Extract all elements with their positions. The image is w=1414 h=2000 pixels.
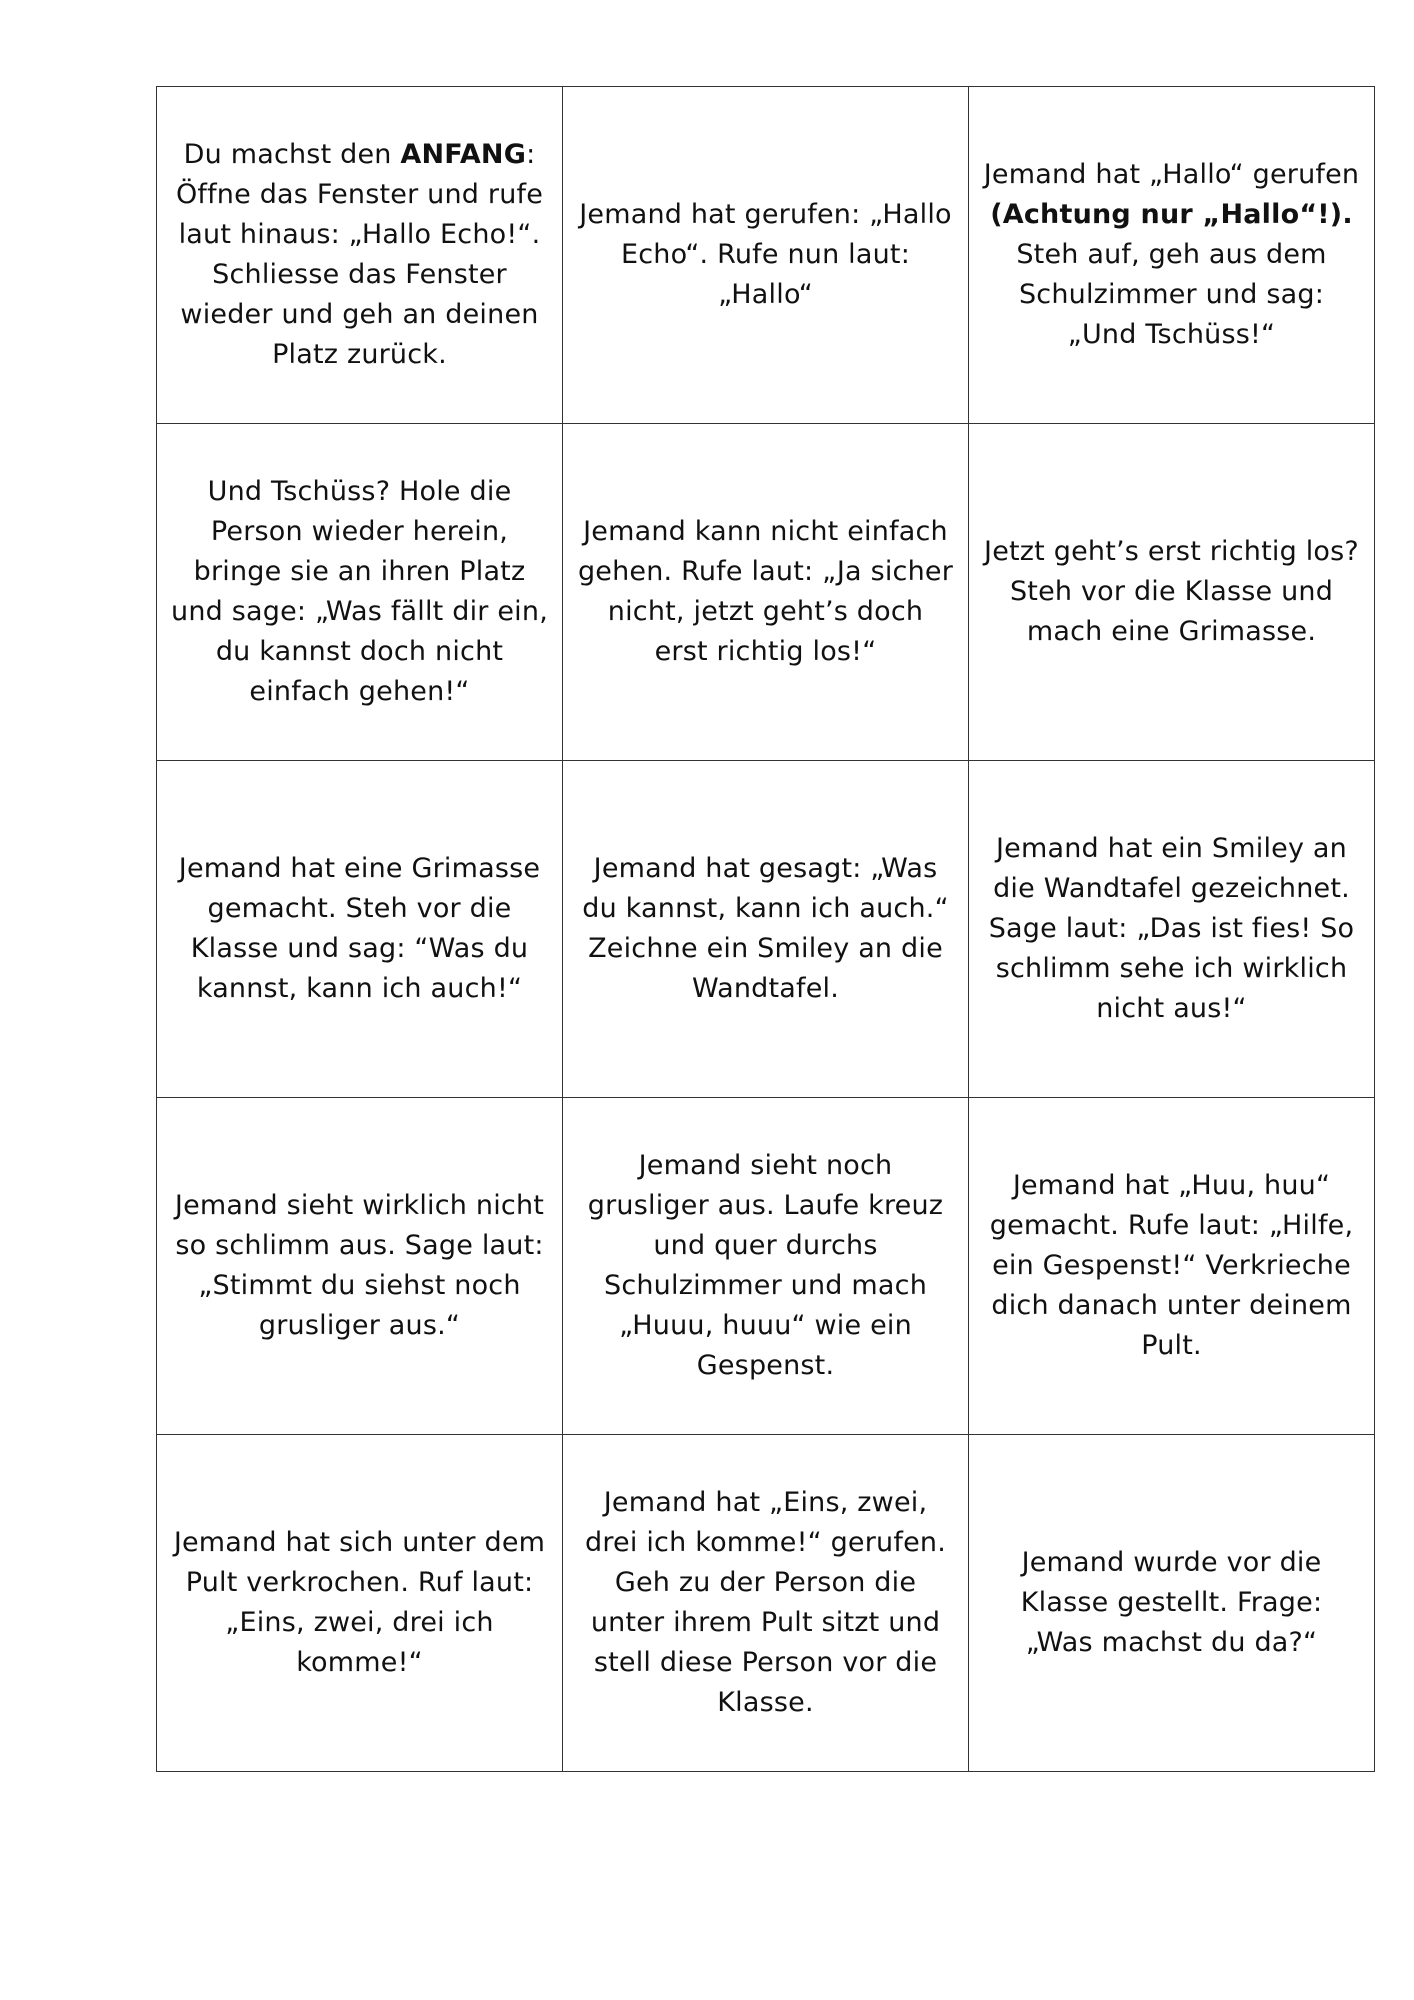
card-text-bold: ANFANG bbox=[400, 139, 527, 170]
card-1-2 bbox=[563, 87, 969, 424]
card-text: Jemand hat gesagt: „Was du kannst, kann ich auch.“ Zeichne ein Smiley an die Wandtafel. bbox=[582, 853, 949, 1004]
card-text-bold: (Achtung nur „Hallo“!). bbox=[990, 199, 1353, 230]
card-row-5 bbox=[157, 1435, 1375, 1772]
card-text: Jemand hat sich unter dem Pult verkrochen. Ruf laut: „Eins, zwei, drei ich komme!“ bbox=[173, 1527, 546, 1678]
card-5-3 bbox=[969, 1435, 1375, 1772]
card-2-3 bbox=[969, 424, 1375, 761]
card-grid bbox=[156, 86, 1375, 1772]
card-3-1 bbox=[157, 761, 563, 1098]
card-text: Jemand hat ein Smiley an die Wandtafel gezeichnet. Sage laut: „Das ist fies! So schlimm sehe ich wirklich nicht aus!“ bbox=[988, 833, 1355, 1024]
card-row-3 bbox=[157, 761, 1375, 1098]
card-5-1 bbox=[157, 1435, 563, 1772]
card-5-2 bbox=[563, 1435, 969, 1772]
card-text: Jemand sieht noch grusliger aus. Laufe kreuz und quer durchs Schulzimmer und mach „Huuu, huuu“ wie ein Gespenst. bbox=[587, 1150, 944, 1381]
card-text: Jetzt geht’s erst richtig los? Steh vor die Klasse und mach eine Grimasse. bbox=[984, 536, 1359, 647]
card-text: Und Tschüss? Hole die Person wieder herein, bringe sie an ihren Platz und sage: „Was fällt dir ein, du kannst doch nicht einfach gehen!“ bbox=[171, 476, 548, 707]
card-1-1 bbox=[157, 87, 563, 424]
card-2-1 bbox=[157, 424, 563, 761]
card-2-2 bbox=[563, 424, 969, 761]
card-text: Jemand hat eine Grimasse gemacht. Steh vor die Klasse und sag: “Was du kannst, kann ich auch!“ bbox=[178, 853, 541, 1004]
card-row-2 bbox=[157, 424, 1375, 761]
card-text: Jemand sieht wirklich nicht so schlimm aus. Sage laut: „Stimmt du siehst noch grusliger aus.“ bbox=[174, 1190, 545, 1341]
card-row-4 bbox=[157, 1098, 1375, 1435]
card-3-2 bbox=[563, 761, 969, 1098]
card-text: Steh auf, geh aus dem Schulzimmer und sag: „Und Tschüss!“ bbox=[1016, 239, 1327, 350]
card-text: Du machst den bbox=[183, 139, 401, 170]
card-text: Jemand kann nicht einfach gehen. Rufe laut: „Ja sicher nicht, jetzt geht’s doch erst richtig los!“ bbox=[577, 516, 954, 667]
card-row-1 bbox=[157, 87, 1375, 424]
card-text: Jemand hat „Huu, huu“ gemacht. Rufe laut: „Hilfe, ein Gespenst!“ Verkrieche dich danach unter deinem Pult. bbox=[989, 1170, 1354, 1361]
card-text: Jemand wurde vor die Klasse gestellt. Frage: „Was machst du da?“ bbox=[1020, 1547, 1323, 1658]
card-4-2 bbox=[563, 1098, 969, 1435]
card-text: Jemand hat gerufen: „Hallo Echo“. Rufe nun laut: „Hallo“ bbox=[579, 199, 952, 310]
card-text: Jemand hat „Hallo“ gerufen bbox=[983, 159, 1360, 190]
card-text: : Öffne das Fenster und rufe laut hinaus: „Hallo Echo!“. Schliesse das Fenster wieder und geh an deinen Platz zurück. bbox=[175, 139, 544, 370]
card-4-3 bbox=[969, 1098, 1375, 1435]
card-3-3 bbox=[969, 761, 1375, 1098]
card-4-1 bbox=[157, 1098, 563, 1435]
card-1-3 bbox=[969, 87, 1375, 424]
card-text: Jemand hat „Eins, zwei, drei ich komme!“ gerufen. Geh zu der Person die unter ihrem Pult sitzt und stell diese Person vor die Klasse. bbox=[585, 1487, 946, 1718]
